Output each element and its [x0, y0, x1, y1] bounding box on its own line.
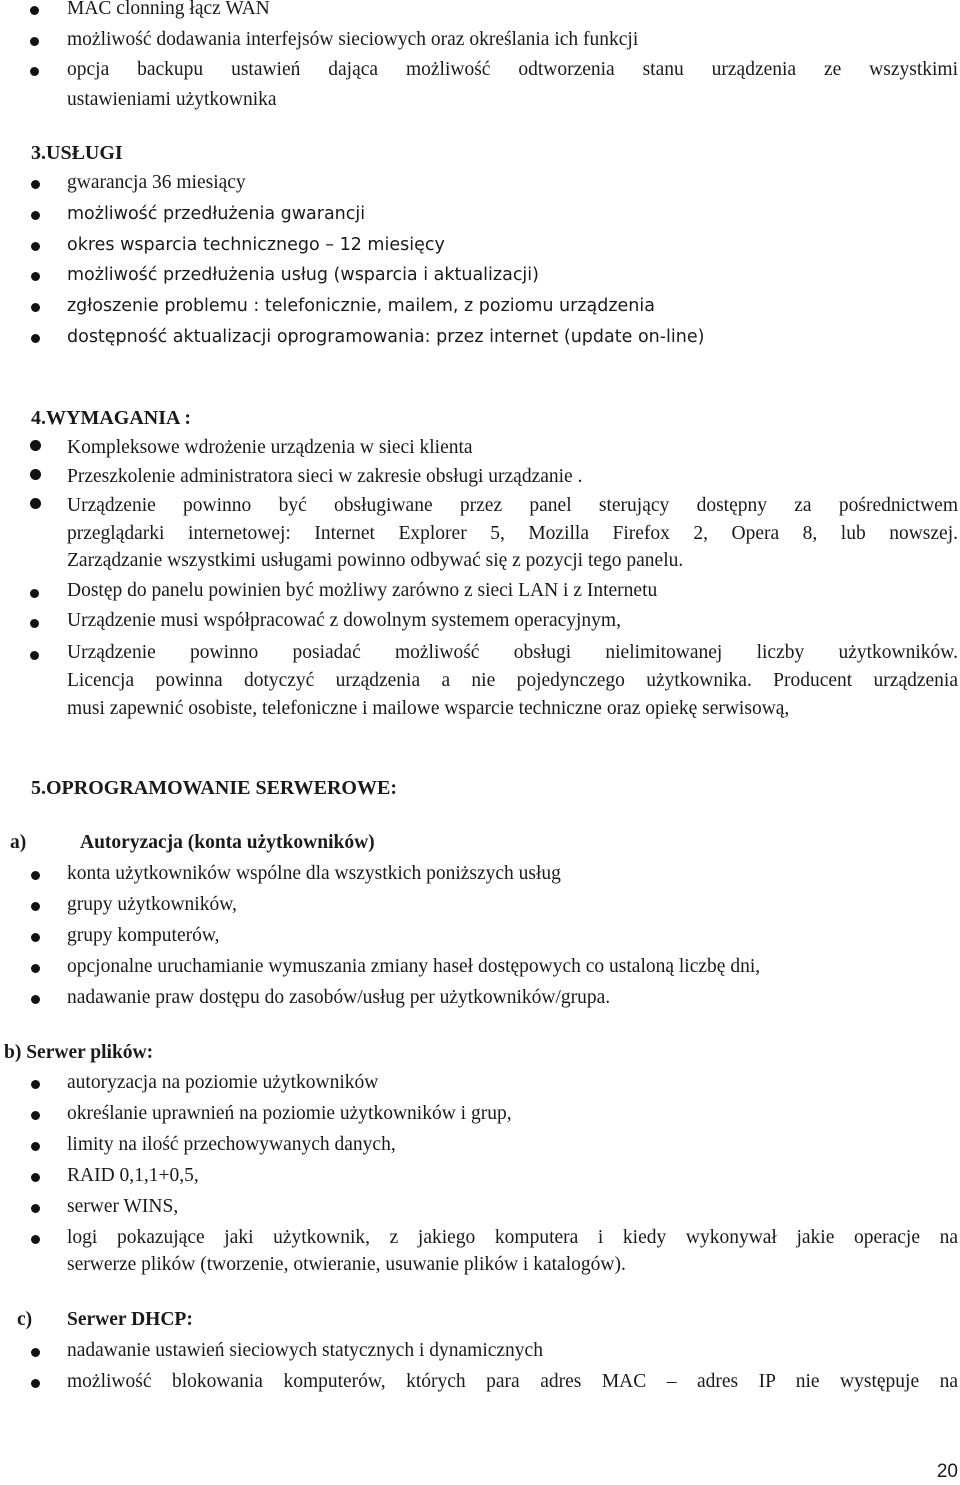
list-item: zgłoszenie problemu : telefonicznie, mailem, z poziomu urządzenia: [67, 296, 655, 316]
list-item: nadawanie praw dostępu do zasobów/usług per użytkowników/grupa.: [67, 987, 611, 1008]
subsection-title-b: b) Serwer plików:: [4, 1042, 154, 1063]
bullet-icon: [30, 498, 41, 509]
bullet-icon: [31, 211, 40, 220]
bullet-icon: [31, 334, 40, 343]
bullet-icon: [31, 902, 40, 911]
list-item: RAID 0,1,1+0,5,: [67, 1165, 199, 1186]
list-item: Kompleksowe wdrożenie urządzenia w sieci klienta: [67, 437, 473, 458]
subsection-title-c: Serwer DHCP:: [67, 1309, 193, 1330]
bullet-icon: [31, 272, 40, 281]
bullet-icon: [31, 1348, 40, 1357]
list-item: nadawanie ustawień sieciowych statycznych i dynamicznych: [67, 1340, 543, 1361]
subsection-letter-a: a): [10, 832, 27, 853]
section-heading-oprogramowanie: 5.OPROGRAMOWANIE SERWEROWE:: [31, 777, 397, 799]
list-item-continuation: musi zapewnić osobiste, telefoniczne i mailowe wsparcie techniczne oraz opiekę serwisową,: [67, 698, 790, 719]
bullet-icon: [31, 1235, 40, 1244]
bullet-icon: [30, 37, 39, 46]
list-item: opcjonalne uruchamianie wymuszania zmiany haseł dostępowych co ustaloną liczbę dni,: [67, 956, 761, 977]
list-item: limity na ilość przechowywanych danych,: [67, 1134, 396, 1155]
bullet-icon: [31, 303, 40, 312]
list-item: Urządzenie musi współpracować z dowolnym systemem operacyjnym,: [67, 610, 621, 631]
subsection-letter-c: c): [17, 1309, 33, 1330]
list-item: grupy użytkowników,: [67, 894, 237, 915]
list-item: możliwość przedłużenia usług (wsparcia i aktualizacji): [67, 265, 539, 285]
list-item: grupy komputerów,: [67, 925, 220, 946]
bullet-icon: [31, 933, 40, 942]
list-item: serwer WINS,: [67, 1196, 179, 1217]
list-item-continuation: Licencja powinna dotyczyć urządzenia a nie pojedynczego użytkownika. Producent urządzenia: [67, 670, 958, 691]
bullet-icon: [31, 242, 40, 251]
bullet-icon: [31, 995, 40, 1004]
bullet-icon: [30, 67, 39, 76]
bullet-icon: [31, 1080, 40, 1089]
list-item: Przeszkolenie administratora sieci w zakresie obsługi urządzanie .: [67, 466, 583, 487]
section-heading-wymagania: 4.WYMAGANIA :: [31, 407, 191, 429]
list-item: autoryzacja na poziomie użytkowników: [67, 1072, 379, 1093]
list-item: możliwość przedłużenia gwarancji: [67, 204, 366, 224]
bullet-icon: [30, 651, 39, 660]
bullet-icon: [30, 6, 39, 15]
bullet-icon: [30, 440, 41, 451]
list-item: Urządzenie powinno posiadać możliwość obsługi nielimitowanej liczby użytkowników.: [67, 642, 958, 663]
list-item: konta użytkowników wspólne dla wszystkich poniższych usług: [67, 863, 561, 884]
list-item: możliwość blokowania komputerów, których para adres MAC – adres IP nie występuje na: [67, 1371, 958, 1392]
bullet-icon: [31, 1204, 40, 1213]
list-item-continuation: Zarządzanie wszystkimi usługami powinno odbywać się z pozycji tego panelu.: [67, 550, 684, 571]
list-item-continuation: serwerze plików (tworzenie, otwieranie, usuwanie plików i katalogów).: [67, 1254, 626, 1275]
list-item: MAC clonning łącz WAN: [67, 0, 270, 19]
bullet-icon: [31, 1173, 40, 1182]
section-heading-uslugi: 3.USŁUGI: [31, 142, 123, 164]
page-number: 20: [936, 1461, 958, 1482]
list-item-continuation: przeglądarki internetowej: Internet Explorer 5, Mozilla Firefox 2, Opera 8, lub nowszej.: [67, 523, 958, 544]
bullet-icon: [31, 1142, 40, 1151]
bullet-icon: [31, 871, 40, 880]
bullet-icon: [31, 1111, 40, 1120]
list-item: gwarancja 36 miesiący: [67, 172, 246, 193]
list-item: określanie uprawnień na poziomie użytkowników i grup,: [67, 1103, 512, 1124]
bullet-icon: [30, 589, 39, 598]
list-item: dostępność aktualizacji oprogramowania: przez internet (update on-line): [67, 327, 705, 347]
list-item-continuation: ustawieniami użytkownika: [67, 89, 277, 110]
list-item: Urządzenie powinno być obsługiwane przez panel sterujący dostępny za pośrednictwem: [67, 495, 958, 516]
bullet-icon: [31, 180, 40, 189]
list-item: opcja backupu ustawień dająca możliwość odtworzenia stanu urządzenia ze wszystkimi: [67, 59, 958, 80]
list-item: okres wsparcia technicznego – 12 miesięcy: [67, 235, 445, 255]
list-item: Dostęp do panelu powinien być możliwy zarówno z sieci LAN i z Internetu: [67, 580, 658, 601]
list-item: możliwość dodawania interfejsów sieciowych oraz określania ich funkcji: [67, 29, 639, 50]
bullet-icon: [31, 964, 40, 973]
bullet-icon: [30, 619, 39, 628]
subsection-title-a: Autoryzacja (konta użytkowników): [80, 832, 375, 853]
list-item: logi pokazujące jaki użytkownik, z jakiego komputera i kiedy wykonywał jakie operacje na: [67, 1227, 958, 1248]
bullet-icon: [31, 1379, 40, 1388]
bullet-icon: [30, 469, 41, 480]
